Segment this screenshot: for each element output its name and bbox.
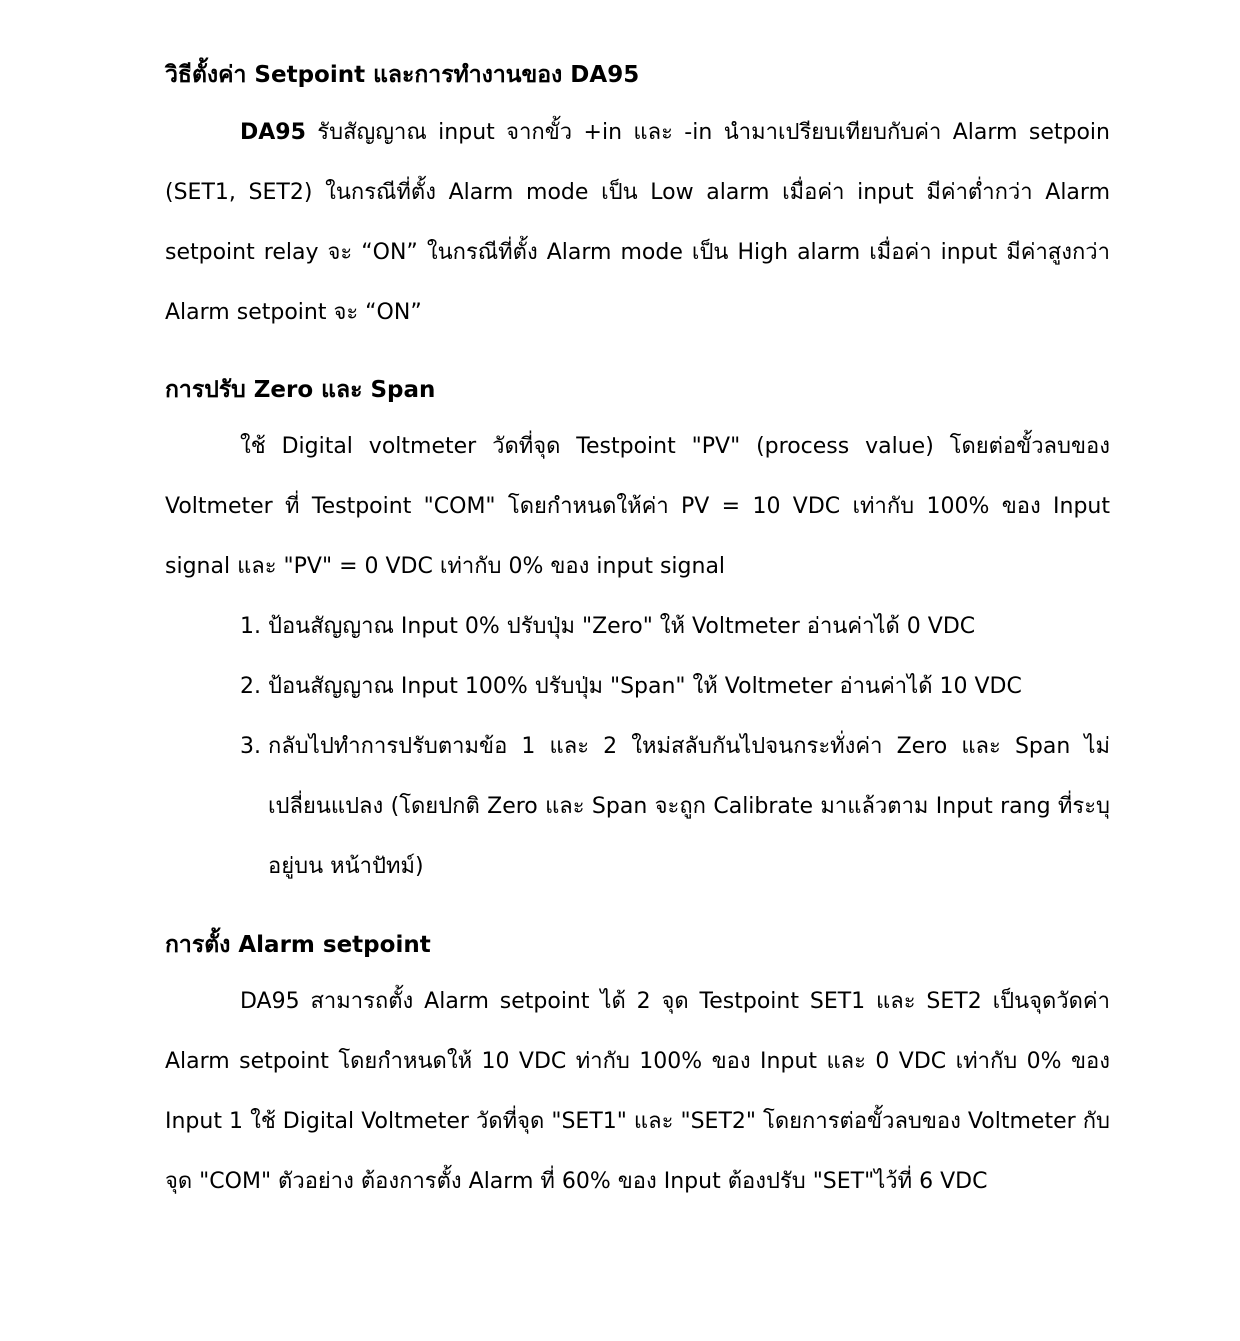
list-item	[165, 717, 1110, 897]
zero-span-description: ใช้ Digital voltmeter วัดที่จุด Testpoint "PV" (process value) โดยต่อขั้วลบของ Voltmeter ที่ Testpoint "COM" โดยกำหนดให้ค่า PV = 10 VDC เท่ากับ 100% ของ Input signal และ "PV" = 0 VDC เท่ากับ 0% ของ input signal	[165, 434, 1110, 579]
model-name: DA95	[240, 120, 306, 145]
alarm-setpoint-description: DA95 สามารถตั้ง Alarm setpoint ได้ 2 จุด Testpoint SET1 และ SET2 เป็นจุดวัดค่า Alarm setpoint โดยกำหนดให้ 10 VDC ท่ากับ 100% ของ Input และ 0 VDC เท่ากับ 0% ของ Input 1 ใช้ Digital Voltmeter วัดที่จุด "SET1" และ "SET2" โดยการต่อขั้วลบของ Voltmeter กับจุด "COM" ตัวอย่าง ต้องการตั้ง Alarm ที่ 60% ของ Input ต้องปรับ "SET"ไว้ที่ 6 VDC	[165, 989, 1110, 1194]
step-text: ป้อนสัญญาณ Input 0% ปรับปุ่ม "Zero" ให้ Voltmeter อ่านค่าได้ 0 VDC	[268, 614, 976, 639]
step-number: 1.	[240, 614, 261, 639]
section-heading-alarm-setpoint: การตั้ง Alarm setpoint	[165, 932, 431, 958]
zero-span-paragraph	[165, 417, 1110, 597]
step-text: กลับไปทำการปรับตามข้อ 1 และ 2 ใหม่สลับกันไปจนกระทั่งค่า Zero และ Span ไม่เปลี่ยนแปลง (โดยปกติ Zero และ Span จะถูก Calibrate มาแล้วตาม Input rang ที่ระบุอยู่บน หน้าปัทม์)	[268, 734, 1110, 879]
step-number: 3.	[240, 734, 261, 759]
setpoint-paragraph	[165, 103, 1110, 343]
section-heading-setpoint: วิธีตั้งค่า Setpoint และการทำงานของ DA95	[165, 62, 640, 88]
step-text: ป้อนสัญญาณ Input 100% ปรับปุ่ม "Span" ให้ Voltmeter อ่านค่าได้ 10 VDC	[268, 674, 1022, 699]
step-number: 2.	[240, 674, 261, 699]
list-item	[165, 597, 1110, 657]
section-heading-zero-span: การปรับ Zero และ Span	[165, 377, 436, 403]
setpoint-description: รับสัญญาณ input จากขั้ว +in และ -in นำมาเปรียบเทียบกับค่า Alarm setpoin (SET1, SET2) ในกรณีที่ตั้ง Alarm mode เป็น Low alarm เมื่อค่า input มีค่าต่ำกว่า Alarm setpoint relay จะ “ON” ในกรณีที่ตั้ง Alarm mode เป็น High alarm เมื่อค่า input มีค่าสูงกว่า Alarm setpoint จะ “ON”	[165, 120, 1110, 325]
alarm-setpoint-paragraph	[165, 972, 1110, 1212]
list-item	[165, 657, 1110, 717]
calibration-steps	[165, 597, 1110, 897]
